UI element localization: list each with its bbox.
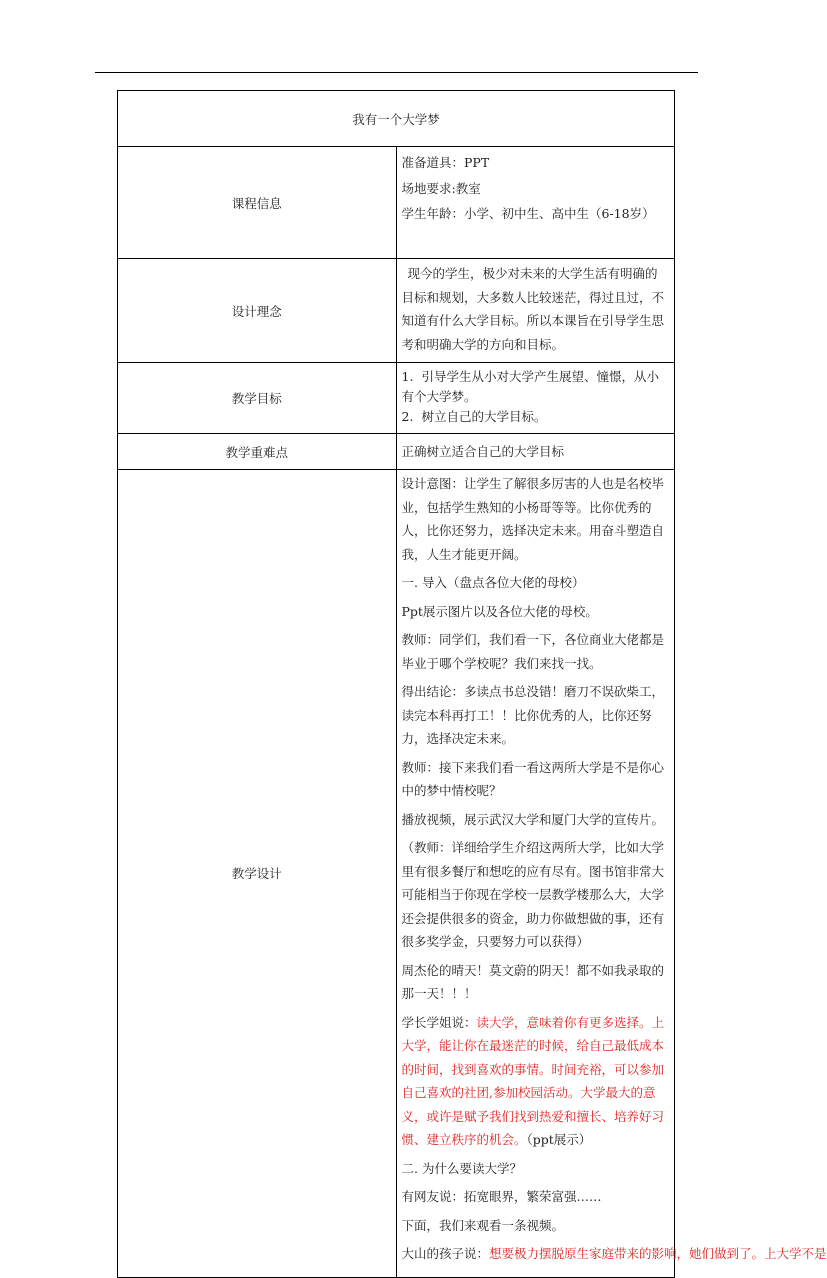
- design-idea-content: [396, 259, 675, 363]
- section-intro-heading: 一. 导入（盘点各位大佬的母校）: [401, 575, 585, 590]
- course-info-content: [396, 147, 675, 259]
- senior-says-paragraph: [402, 1011, 670, 1152]
- goal-item-1: [402, 367, 670, 407]
- label-course-info: 课程信息: [118, 147, 397, 259]
- goal-num-1: 1.: [401, 369, 414, 384]
- label-key-points: 教学重难点: [118, 434, 397, 470]
- goal-text-2: 树立自己的大学目标。: [421, 409, 547, 424]
- senior-says-prefix: 学长学姐说：: [401, 1014, 477, 1030]
- goal-num-2: 2.: [401, 409, 414, 424]
- conclusion-text: 得出结论：多读点书总没错！磨刀不误砍柴工，读完本科再打工！！比你优秀的人，比你还努力，选择决定未来。: [401, 684, 665, 746]
- mountain-child-highlight: 想要极力摆脱原生家庭带来的影响，她们做到了。上大学不是: [489, 1246, 827, 1261]
- watch-video-note: 下面，我们来观看一条视频。: [401, 1217, 565, 1233]
- mountain-child-paragraph: [401, 1242, 827, 1266]
- mountain-child-prefix: 大山的孩子说：: [401, 1246, 490, 1261]
- label-teaching-design: 教学设计: [118, 470, 397, 1278]
- row-course-info: [118, 147, 675, 259]
- netizen-says: 有网友说：拓宽眼界，繁荣富强……: [401, 1189, 602, 1204]
- goal-item-2: [402, 407, 670, 427]
- section-why-heading: 二. 为什么要读大学？: [401, 1160, 522, 1176]
- ppt-show-note: Ppt展示图片以及各位大佬的母校。: [401, 603, 598, 619]
- senior-says-suffix: （ppt展示）: [526, 1132, 592, 1147]
- label-design-idea: 设计理念: [118, 259, 397, 363]
- row-design-idea: [118, 259, 675, 363]
- course-info-age: 学生年龄：小学、初中生、高中生（6-18岁）: [401, 206, 655, 221]
- row-teaching-design: [118, 470, 675, 1278]
- teaching-goals-content: [396, 363, 675, 434]
- row-key-points: [118, 434, 675, 470]
- senior-says-highlight: 读大学，意味着你有更多选择。上大学，能让你在最迷茫的时候，给自己最低成本的时间，找到喜欢的事情。时间充裕，可以参加自己喜欢的社团,参加校园活动。大学最大的意义，或许是赋予我们找到热爱和擅长、培养好习惯、建立秩序的机会。: [401, 1014, 665, 1147]
- key-points-text: 正确树立适合自己的大学目标: [401, 443, 565, 459]
- label-teaching-goals: 教学目标: [118, 363, 397, 434]
- key-points-content: [396, 434, 675, 470]
- design-intent: 设计意图：让学生了解很多厉害的人也是名校毕业，包括学生熟知的小杨哥等等。比你优秀的人，比你还努力，选择决定未来。用奋斗塑造自我，人生才能更开阔。: [401, 476, 665, 562]
- course-info-props: 准备道具：PPT: [401, 155, 490, 170]
- slogan-text: 周杰伦的晴天！莫文蔚的阴天！都不如我录取的那一天！！！: [401, 962, 665, 1001]
- row-teaching-goals: [118, 363, 675, 434]
- header-rule: [95, 72, 698, 73]
- teacher-question-1: 教师：同学们，我们看一下，各位商业大佬都是毕业于哪个学校呢？我们来找一找。: [401, 632, 665, 671]
- design-idea-text: 现今的学生，极少对未来的大学生活有明确的目标和规划，大多数人比较迷茫，得过且过，不知道有什么大学目标。所以本课旨在引导学生思考和明确大学的方向和目标。: [401, 266, 665, 352]
- lesson-plan-table: [117, 90, 827, 1278]
- document-title: 我有一个大学梦: [118, 91, 675, 147]
- teacher-detail-note: （教师：详细给学生介绍这两所大学，比如大学里有很多餐厅和想吃的应有尽有。图书馆非常大可能相当于你现在学校一层教学楼那么大，大学还会提供很多的资金，助力你做想做的事，还有很多奖学金，只要努力可以获得）: [401, 840, 665, 949]
- teaching-design-content: [396, 470, 827, 1278]
- video-note: 播放视频，展示武汉大学和厦门大学的宣传片。: [401, 811, 665, 827]
- goal-text-1: 引导学生从小对大学产生展望、憧憬，从小有个大学梦。: [401, 369, 660, 404]
- course-info-venue: 场地要求:教室: [401, 180, 481, 196]
- teacher-question-2: 教师：接下来我们看一看这两所大学是不是你心中的梦中情校呢？: [401, 759, 665, 798]
